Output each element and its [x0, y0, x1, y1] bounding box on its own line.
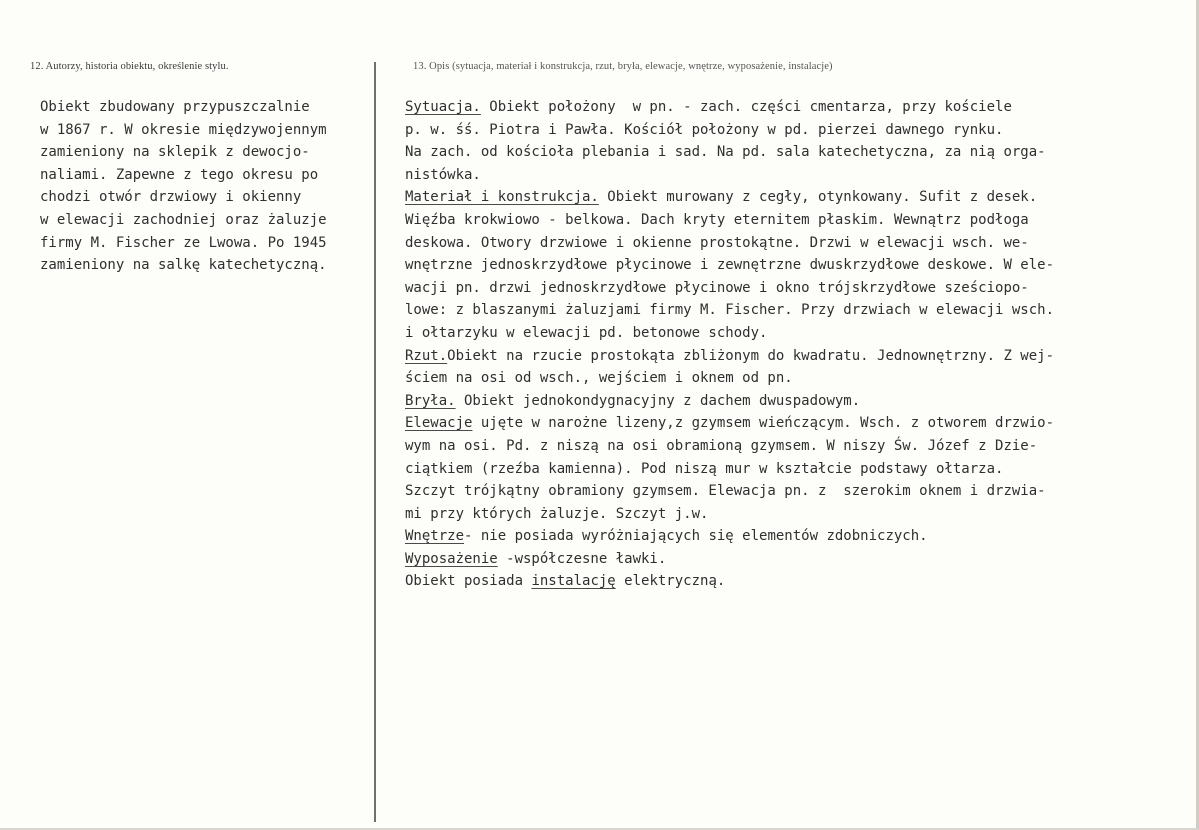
- description-text: [405, 96, 1175, 593]
- history-line: naliami. Zapewne z tego okresu po: [40, 166, 319, 183]
- section-keyword: Rzut.: [405, 347, 448, 364]
- history-line: w 1867 r. W okresie międzywojennym: [40, 121, 327, 138]
- description-line: [405, 548, 1175, 571]
- description-text-run: ciątkiem (rzeźba kamienna). Pod niszą mur w kształcie podstawy ołtarza.: [405, 460, 1004, 477]
- description-text-run: Na zach. od kościoła plebania i sad. Na pd. sala katechetyczna, za nią orga-: [405, 144, 1046, 161]
- description-text-run: Szczyt trójkątny obramiony gzymsem. Elewacja pn. z szerokim oknem i drzwia-: [405, 483, 1046, 500]
- description-line: [405, 480, 1175, 503]
- description-line: [405, 412, 1175, 435]
- description-line: [405, 232, 1175, 255]
- description-text-run: Obiekt murowany z cegły, otynkowany. Sufit z desek.: [598, 189, 1038, 206]
- history-line: zamieniony na sklepik z dewocjo-: [40, 144, 310, 161]
- description-line: [405, 322, 1175, 345]
- section-keyword: instalację: [531, 573, 616, 590]
- description-line: [405, 141, 1175, 164]
- description-text-run: Obiekt posiada: [405, 573, 532, 590]
- description-line: [405, 570, 1175, 593]
- section-keyword: Materiał i konstrukcja.: [405, 189, 599, 206]
- description-text-run: nistówka.: [405, 166, 481, 183]
- description-line: [405, 367, 1175, 390]
- description-text-run: Obiekt jednokondygnacyjny z dachem dwuspadowym.: [455, 392, 861, 409]
- section-keyword: Sytuacja.: [405, 99, 481, 115]
- description-line: [405, 119, 1175, 142]
- description-line: [405, 458, 1175, 481]
- description-line: [405, 209, 1175, 232]
- description-line: [405, 299, 1175, 322]
- description-text-run: mi przy których żaluzje. Szczyt j.w.: [405, 505, 709, 522]
- description-text-run: - nie posiada wyróżniających się elementów zdobniczych.: [464, 528, 928, 545]
- section-keyword: Elewacje: [405, 415, 473, 432]
- history-line: zamieniony na salkę katechetyczną.: [40, 257, 327, 274]
- description-text-run: wacji pn. drzwi jednoskrzydłowe płycinowe i okno trójskrzydłowe sześciopo-: [405, 279, 1029, 296]
- description-line: [405, 164, 1175, 187]
- description-text-run: Więźba krokwiowo - belkowa. Dach kryty eternitem płaskim. Wewnątrz podłoga: [405, 211, 1029, 228]
- section-keyword: Wyposażenie: [405, 550, 498, 567]
- description-line: [405, 254, 1175, 277]
- description-line: [405, 503, 1175, 526]
- section-13-heading: 13. Opis (sytuacja, materiał i konstrukcja, rzut, bryła, elewacje, wnętrze, wyposażenie, instalacje): [413, 61, 833, 72]
- description-text-run: p. w. śś. Piotra i Pawła. Kościół położony w pd. pierzei dawnego rynku.: [405, 121, 1004, 138]
- history-line: firmy M. Fischer ze Lwowa. Po 1945: [40, 234, 327, 251]
- description-line: [405, 345, 1175, 368]
- history-line: Obiekt zbudowany przypuszczalnie: [40, 99, 310, 115]
- description-line: [405, 435, 1175, 458]
- description-text-run: wym na osi. Pd. z niszą na osi obramioną gzymsem. W niszy Św. Józef z Dzie-: [405, 437, 1038, 454]
- description-line: [405, 96, 1175, 119]
- description-text-run: ściem na osi od wsch., wejściem i oknem od pn.: [405, 370, 793, 387]
- section-keyword: Wnętrze: [405, 528, 465, 545]
- description-text-run: lowe: z blaszanymi żaluzjami firmy M. Fischer. Przy drzwiach w elewacji wsch.: [405, 302, 1055, 319]
- section-12-heading: 12. Autorzy, historia obiektu, określenie stylu.: [30, 61, 229, 72]
- description-text-run: elektryczną.: [615, 573, 726, 590]
- history-line: w elewacji zachodniej oraz żaluzje: [40, 211, 327, 228]
- description-text-run: ujęte w narożne lizeny,z gzymsem wieńczącym. Wsch. z otworem drzwio-: [472, 415, 1055, 432]
- description-text-run: deskowa. Otwory drzwiowe i okienne prostokątne. Drzwi w elewacji wsch. we-: [405, 234, 1029, 251]
- description-line: [405, 390, 1175, 413]
- history-text: [40, 96, 375, 277]
- description-line: [405, 277, 1175, 300]
- history-line: chodzi otwór drzwiowy i okienny: [40, 189, 302, 206]
- description-line: [405, 186, 1175, 209]
- description-line: [405, 525, 1175, 548]
- section-keyword: Bryła.: [405, 392, 456, 409]
- description-text-run: wnętrzne jednoskrzydłowe płycinowe i zewnętrzne dwuskrzydłowe deskowe. W ele-: [405, 257, 1055, 274]
- description-text-run: Obiekt położony w pn. - zach. części cmentarza, przy kościele: [480, 99, 1012, 115]
- description-text-run: i ołtarzyku w elewacji pd. betonowe schody.: [405, 324, 768, 341]
- description-text-run: Obiekt na rzucie prostokąta zbliżonym do kwadratu. Jednownętrzny. Z wej-: [447, 347, 1055, 364]
- description-text-run: -współczesne ławki.: [497, 550, 667, 567]
